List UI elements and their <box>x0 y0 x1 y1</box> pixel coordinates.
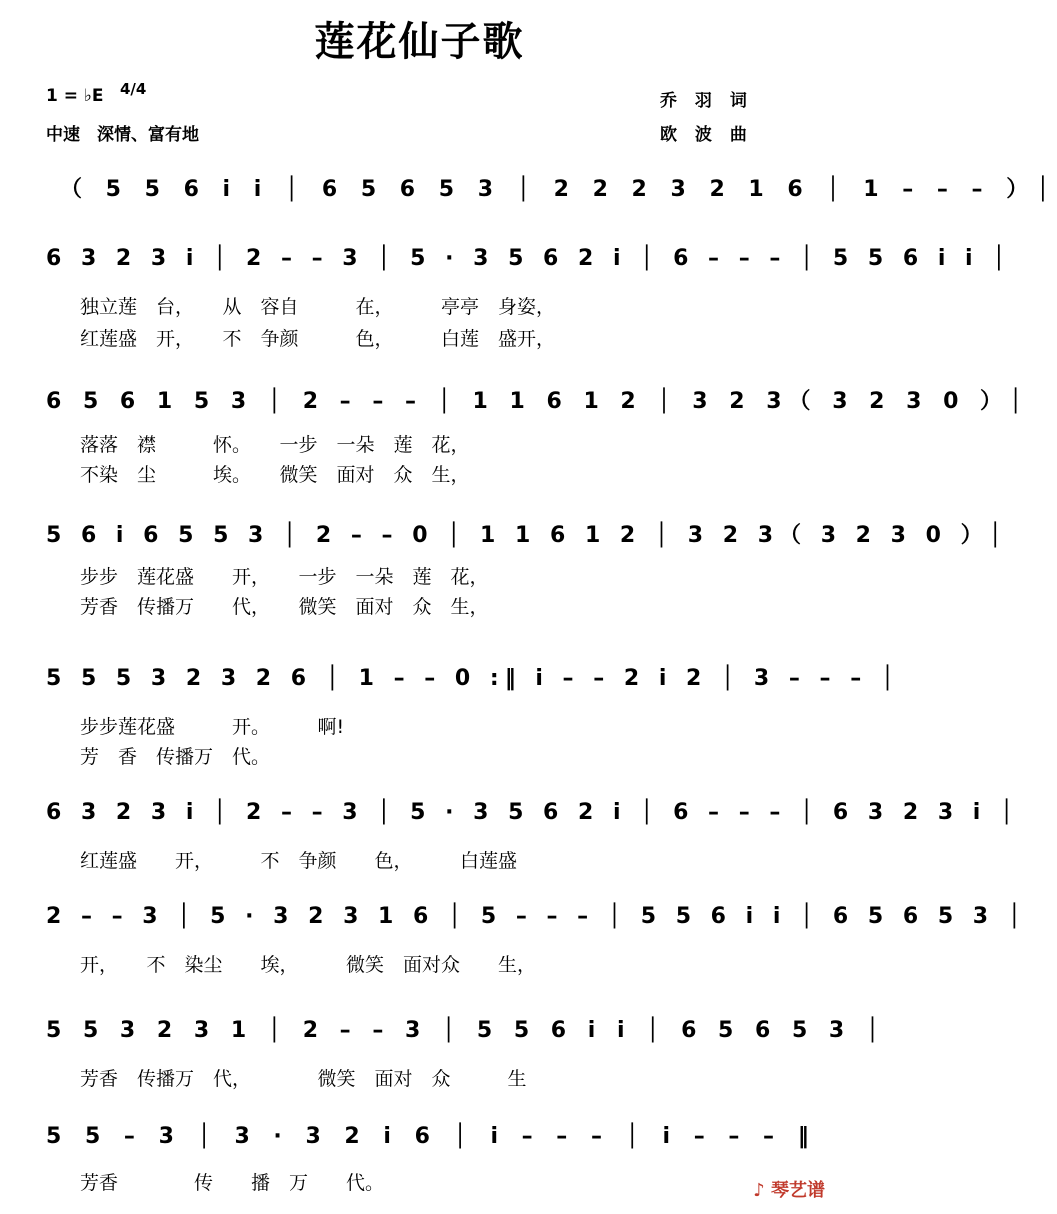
notes-line: 5 5 – 3 │ 3 · 3 2 i 6 │ i – – – │ i – – – ‖ <box>46 1124 817 1149</box>
watermark-logo <box>753 1176 825 1202</box>
notes-line: 5 5 5 3 2 3 2 6 │ 1 – – 0 :‖ i – – 2 i 2 │ 3 – – – │ <box>46 666 901 691</box>
notes-line: 6 3 2 3 i │ 2 – – 3 │ 5 · 3 5 6 2 i │ 6 – – – │ 6 3 2 3 i │ <box>46 800 1020 825</box>
score-row <box>40 172 1057 212</box>
notes-line: 5 5 3 2 3 1 │ 2 – – 3 │ 5 5 6 i i │ 6 5 6 5 3 │ <box>46 1018 887 1043</box>
score-row <box>40 800 1020 840</box>
lyric-line: 芳 香 传播万 代。 <box>80 746 271 768</box>
notes-line: （ 5 5 6 i i │ 6 5 6 5 3 │ 2 2 2 3 2 1 6 │ 1 – – – ）│ <box>60 177 1057 202</box>
composer: 欧 波 曲 <box>660 125 753 145</box>
lyric-line: 红莲盛 开， 不 争颜 色， 白莲盛 <box>80 850 518 872</box>
notes-line: 6 5 6 1 5 3 │ 2 – – – │ 1 1 6 1 2 │ 3 2 3（ 3 2 3 0 ）│ <box>46 389 1030 414</box>
watermark-text: 琴艺谱 <box>771 1180 825 1201</box>
lyric-line: 独立莲 台， 从 容自 在， 亭亭 身姿， <box>80 296 556 318</box>
score-row <box>40 518 1008 558</box>
lyric-line: 开， 不 染尘 埃， 微笑 面对众 生， <box>80 954 537 976</box>
notes-line: 2 – – 3 │ 5 · 3 2 3 1 6 │ 5 – – – │ 5 5 6 i i │ 6 5 6 5 3 │ <box>46 904 1028 929</box>
lyricist: 乔 羽 词 <box>660 91 753 111</box>
page-title: 莲花仙子歌 <box>314 19 525 65</box>
score-row <box>40 666 901 706</box>
score-row <box>40 384 1030 424</box>
score-row <box>40 904 1028 944</box>
lyric-line: 不染 尘 埃。 微笑 面对 众 生， <box>80 464 470 486</box>
lyric-line: 落落 襟 怀。 一步 一朵 莲 花， <box>80 434 470 456</box>
score-row <box>40 246 1012 286</box>
lyric-line: 芳香 传 播 万 代。 <box>80 1172 385 1194</box>
time-signature: 4/4 <box>120 80 147 98</box>
lyric-line: 芳香 传播万 代， 微笑 面对 众 生， <box>80 596 489 618</box>
notes-line: 5 6 i 6 5 5 3 │ 2 – – 0 │ 1 1 6 1 2 │ 3 2 3（ 3 2 3 0 ）│ <box>46 523 1008 548</box>
notes-line: 6 3 2 3 i │ 2 – – 3 │ 5 · 3 5 6 2 i │ 6 – – – │ 5 5 6 i i │ <box>46 246 1012 271</box>
lyric-line: 芳香 传播万 代， 微笑 面对 众 生 <box>80 1068 527 1090</box>
tempo-marking: 中速 深情、富有地 <box>46 125 199 145</box>
score-row <box>40 1018 887 1058</box>
lyric-line: 步步 莲花盛 开， 一步 一朵 莲 花， <box>80 566 489 588</box>
lyric-line: 步步莲花盛 开。 啊! <box>80 716 345 738</box>
watermark-icon: ♪ <box>753 1180 771 1201</box>
key-signature: 1 = ♭E <box>46 86 104 106</box>
lyric-line: 红莲盛 开， 不 争颜 色， 白莲 盛开， <box>80 328 556 350</box>
score-row <box>40 1124 817 1164</box>
